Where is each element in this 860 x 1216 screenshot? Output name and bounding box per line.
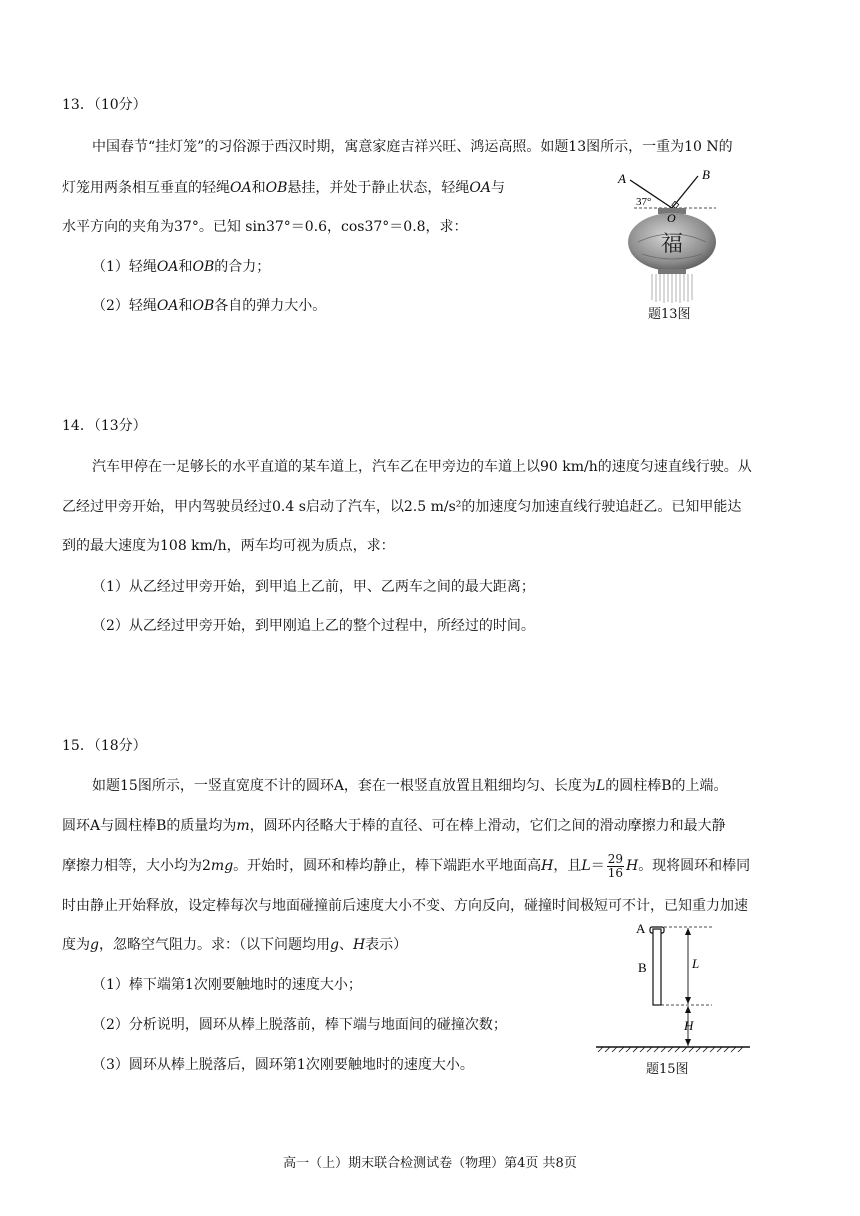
figure-15-caption: 题15图 — [646, 1062, 689, 1077]
fraction-numerator: 29 — [607, 851, 623, 866]
label-o: O — [667, 211, 676, 225]
q15-text: 度为 — [62, 937, 90, 953]
q13-text: （2）轻绳 — [92, 298, 157, 314]
var-oa: OA — [156, 298, 179, 314]
rope-ob — [672, 176, 698, 208]
q13-paragraph-line2 — [62, 179, 505, 197]
q15-paragraph-line5 — [62, 936, 407, 954]
label-h: H — [684, 1018, 694, 1033]
rod-b — [653, 929, 661, 1005]
label-b: B — [638, 960, 647, 975]
q13-text: 悬挂，并处于静止状态，轻绳 — [287, 180, 470, 196]
q15-paragraph-line1 — [92, 777, 728, 795]
var-h: H — [352, 937, 366, 953]
var-l: L — [595, 778, 606, 794]
angle-label: 37° — [636, 196, 652, 208]
q15-text: 、 — [338, 937, 353, 953]
ground-hatching — [598, 1047, 743, 1052]
q13-subquestion-1 — [92, 258, 270, 276]
lantern-tassel — [652, 274, 692, 303]
q13-paragraph-line3: 水平方向的夹角为37°。已知 sin37°＝0.6，cos37°＝0.8，求： — [62, 219, 468, 235]
var-h: H — [625, 858, 639, 874]
q15-subquestion-1: （1）棒下端第1次刚要触地时的速度大小； — [92, 977, 362, 993]
q13-paragraph-line1: 中国春节“挂灯笼”的习俗源于西汉时期，寓意家庭吉祥兴旺、鸿运高照。如题13图所示，一重为10 N的 — [92, 139, 733, 155]
q15-text: 。现将圆环和棒同 — [638, 858, 751, 874]
fraction-denominator: 16 — [607, 865, 623, 880]
label-l: L — [692, 956, 700, 971]
q15-text: ，圆环内径略大于棒的直径、可在棒上滑动，它们之间的滑动摩擦力和最大静 — [249, 818, 726, 834]
arrowhead-down — [685, 997, 691, 1004]
q14-subquestion-2: （2）从乙经过甲旁开始，到甲刚追上乙的整个过程中，所经过的时间。 — [92, 618, 535, 634]
q15-text: 的圆柱棒B的上端。 — [605, 778, 728, 794]
page-footer: 高一（上）期末联合检测试卷（物理）第4页 共8页 — [283, 1156, 577, 1171]
var-l: L — [581, 858, 591, 874]
q13-text: 和 — [178, 298, 193, 314]
q15-subquestion-2: （2）分析说明，圆环从棒上脱落前，棒下端与地面间的碰撞次数； — [92, 1017, 507, 1033]
lantern-character: 福 — [660, 232, 684, 257]
figure-13-caption: 题13图 — [648, 307, 691, 322]
lantern-figure — [612, 164, 732, 324]
q15-text: 摩擦力相等，大小均为2 — [62, 858, 211, 874]
arrowhead-up — [685, 928, 691, 935]
q13-subquestion-2 — [92, 297, 326, 315]
q15-subquestion-3: （3）圆环从棒上脱落后，圆环第1次刚要触地时的速度大小。 — [92, 1057, 474, 1073]
arrowhead-down — [685, 1039, 691, 1046]
var-mg: mg — [210, 858, 234, 874]
q13-text: 和 — [178, 259, 193, 275]
q15-paragraph-line3 — [62, 852, 750, 880]
fraction-29-16 — [607, 853, 624, 880]
var-g: g — [329, 937, 339, 953]
q13-text: （1）轻绳 — [92, 259, 157, 275]
q14-header: 14．（13分） — [62, 418, 147, 434]
label-a: A — [618, 171, 626, 186]
q15-paragraph-line4: 时由静止开始释放，设定棒每次与地面碰撞前后速度大小不变、方向反向，碰撞时间极短可不计，已知重力加速 — [62, 898, 748, 914]
q15-text: ，忽略空气阻力。求：（以下问题均用 — [98, 937, 330, 953]
q14-paragraph-line2: 乙经过甲旁开始，甲内驾驶员经过0.4 s启动了汽车，以2.5 m/s²的加速度匀加速直线行驶追赶乙。已知甲能达 — [62, 499, 742, 515]
equals-sign: ＝ — [590, 858, 605, 874]
var-oa: OA — [156, 259, 179, 275]
label-a: A — [636, 921, 646, 936]
var-g: g — [90, 937, 99, 953]
q15-text: ，且 — [553, 858, 582, 874]
q15-paragraph-line2 — [62, 817, 726, 835]
var-ob: OB — [192, 259, 215, 275]
arrowhead-up — [685, 1006, 691, 1013]
q14-paragraph-line1: 汽车甲停在一足够长的水平直道的某车道上，汽车乙在甲旁边的车道上以90 km/h的速度匀速直线行驶。从 — [92, 459, 752, 475]
q14-paragraph-line3: 到的最大速度为108 km/h，两车均可视为质点，求： — [62, 538, 395, 554]
q13-text: 和 — [251, 180, 266, 196]
q13-text: 灯笼用两条相互垂直的轻绳 — [62, 180, 230, 196]
q15-text: 。开始时，圆环和棒均静止，棒下端距水平地面高 — [233, 858, 542, 874]
q13-text: 各自的弹力大小。 — [214, 298, 327, 314]
q14-subquestion-1: （1）从乙经过甲旁开始，到甲追上乙前，甲、乙两车之间的最大距离； — [92, 579, 535, 595]
rod-ring-figure — [592, 916, 762, 1056]
q13-text: 与 — [490, 180, 505, 196]
var-ob: OB — [265, 180, 288, 196]
lantern-base — [658, 269, 686, 274]
var-ob: OB — [192, 298, 215, 314]
q15-header: 15．（18分） — [62, 738, 147, 754]
var-oa: OA — [469, 180, 491, 196]
var-h: H — [541, 858, 554, 874]
q13-header: 13．（10分） — [62, 97, 147, 113]
label-b: B — [702, 167, 710, 182]
q15-text: 表示） — [365, 937, 408, 953]
q13-text: 的合力； — [214, 259, 271, 275]
var-oa: OA — [230, 180, 252, 196]
var-m: m — [236, 818, 250, 834]
q15-text: 圆环A与圆柱棒B的质量均为 — [62, 818, 237, 834]
q15-text: 如题15图所示，一竖直宽度不计的圆环A，套在一根竖直放置且粗细均匀、长度为 — [92, 778, 596, 794]
